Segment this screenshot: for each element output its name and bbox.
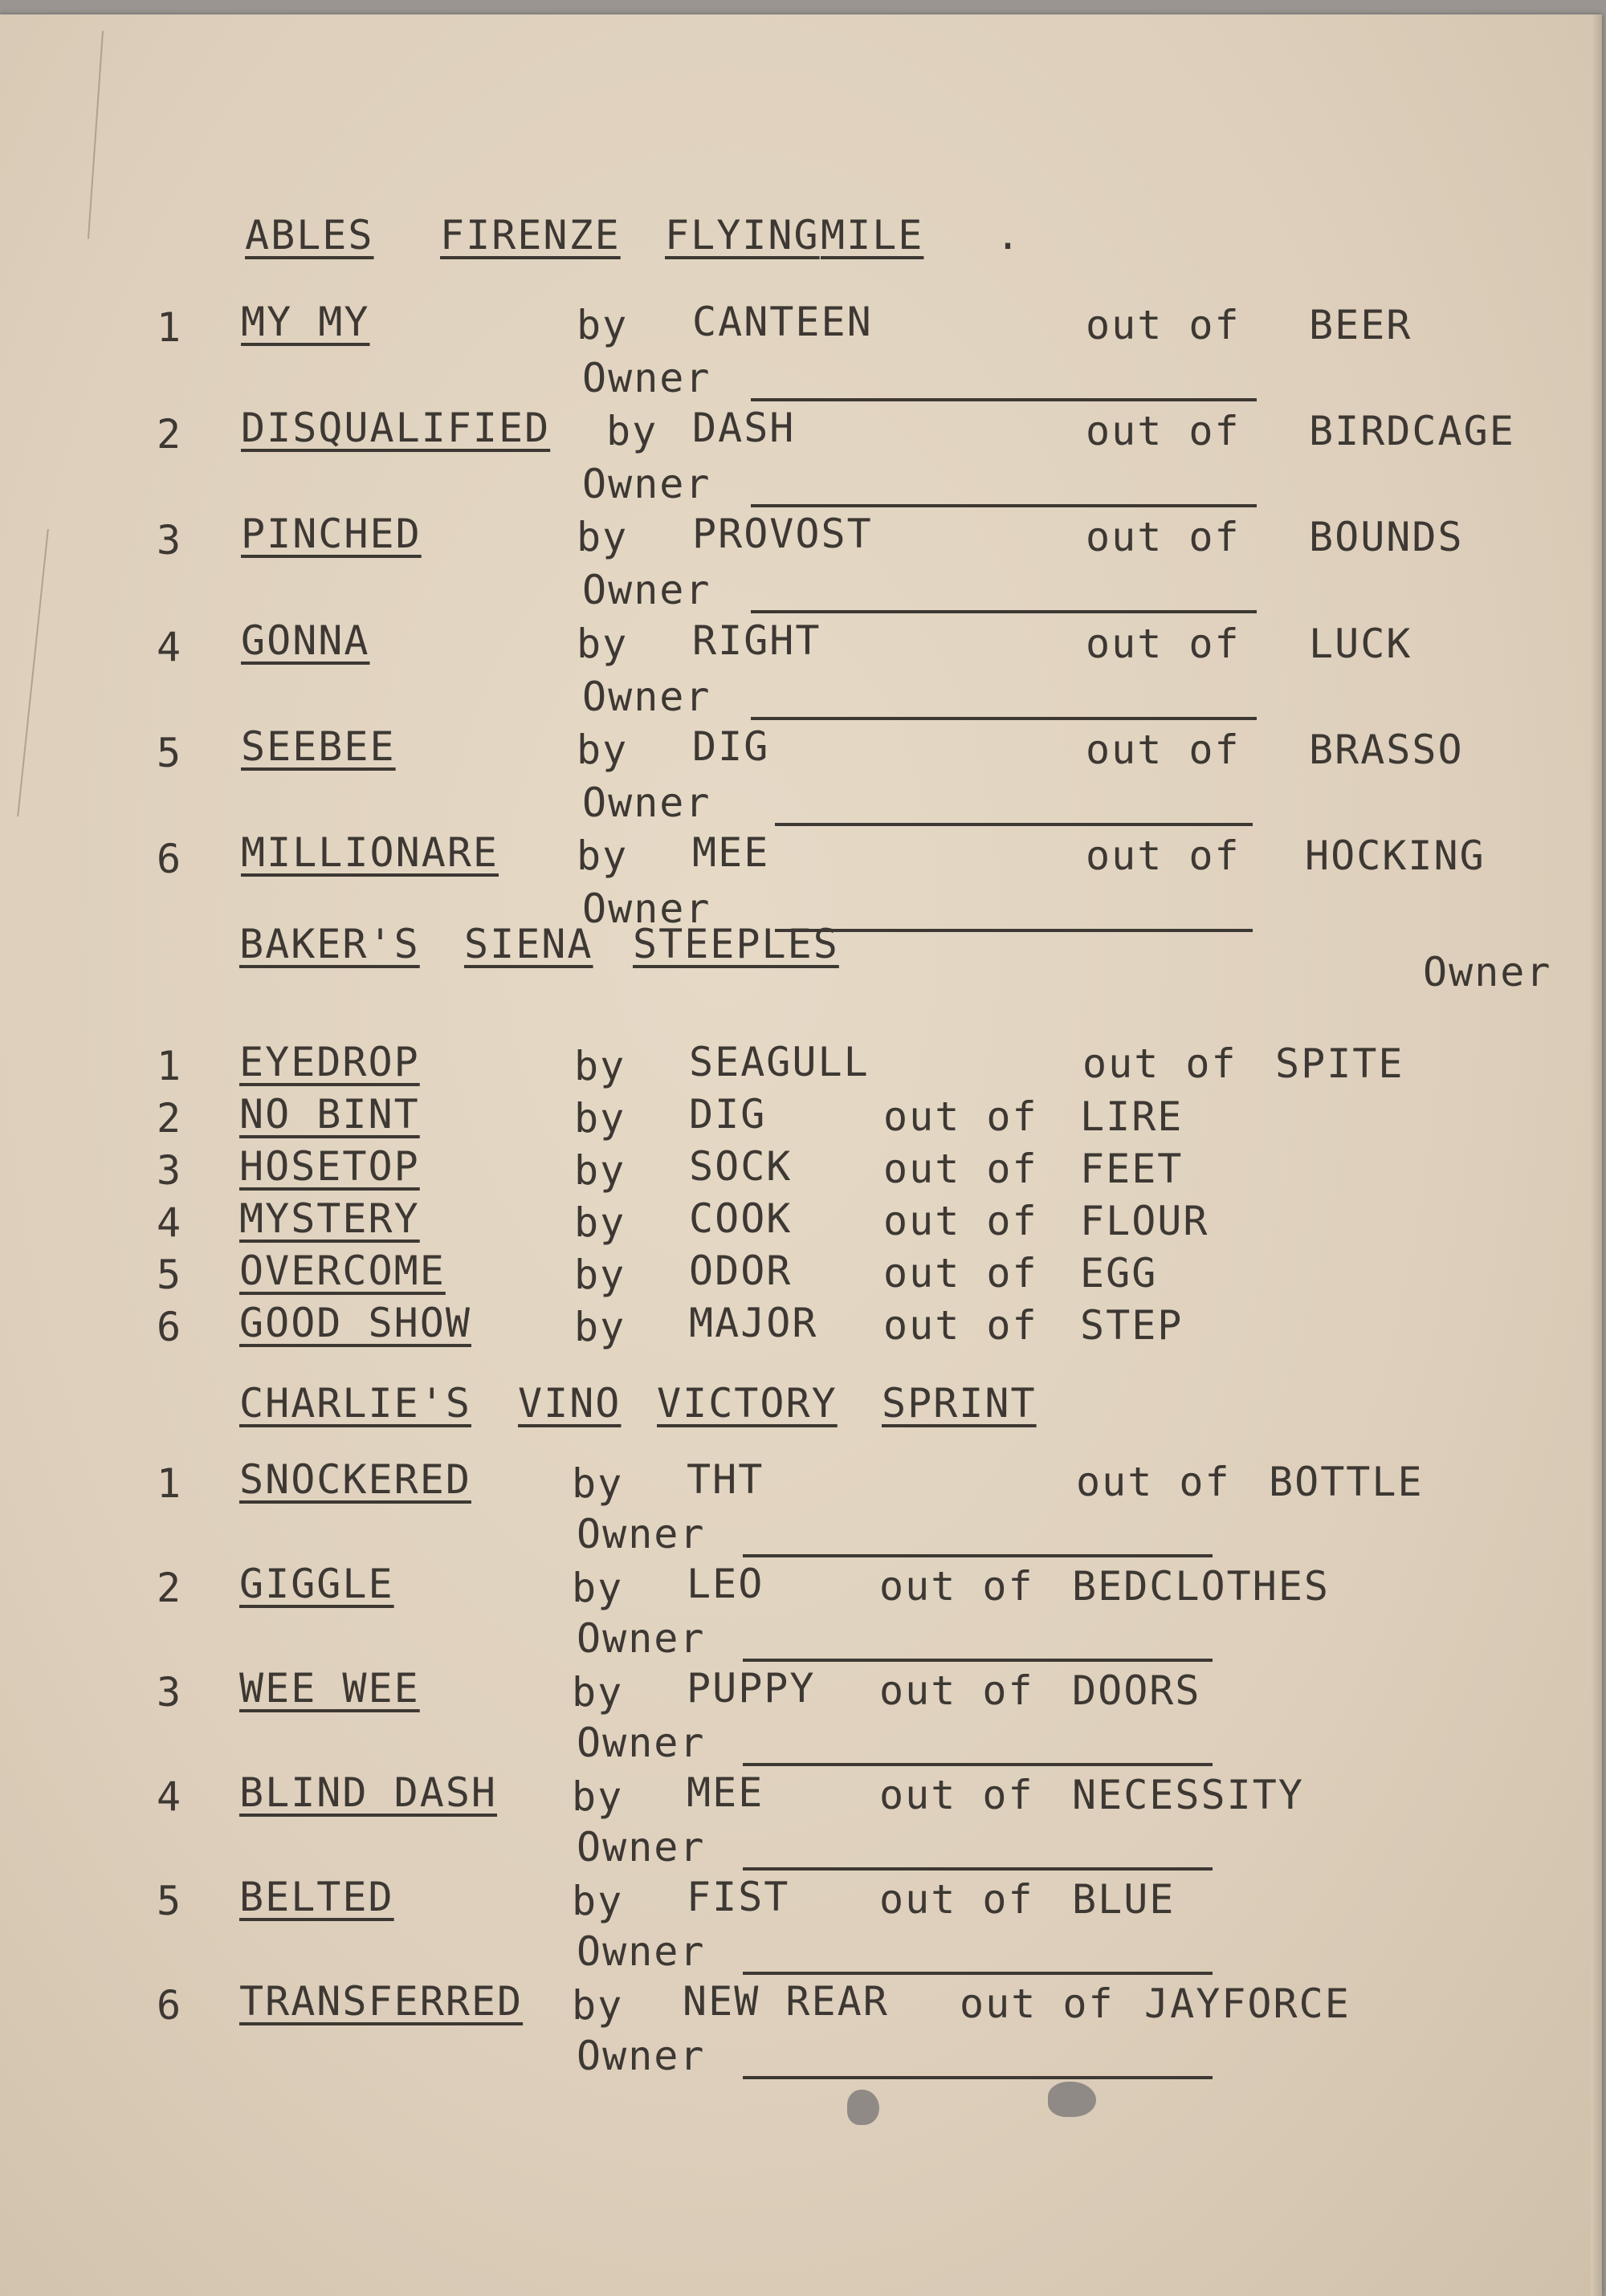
dam-name: BLUE (1072, 1876, 1176, 1923)
entry-number: 4 (157, 1773, 183, 1820)
horse-name: BELTED (239, 1874, 394, 1920)
by-label: by (574, 1304, 626, 1350)
owner-label: Owner (582, 355, 711, 401)
sire-name: DASH (692, 405, 796, 451)
section-title-word: SIENA (464, 921, 593, 967)
section-title-word: STEEPLES (633, 921, 839, 967)
owner-label: Owner (582, 780, 711, 826)
punch-hole (847, 2090, 879, 2125)
sire-name: SEAGULL (689, 1039, 870, 1085)
by-label: by (574, 1095, 626, 1142)
owner-blank-line (743, 1554, 1213, 1557)
entry-number: 4 (157, 624, 183, 670)
out-of-label: out of (1076, 1459, 1231, 1505)
out-of-label: out of (1086, 621, 1241, 667)
dam-name: HOCKING (1305, 833, 1486, 879)
sire-name: MAJOR (689, 1300, 818, 1346)
owner-blank-line (743, 2076, 1213, 2079)
section-title-word: MILE (821, 212, 924, 259)
sire-name: CANTEEN (692, 299, 873, 345)
sire-name: SOCK (689, 1143, 793, 1190)
sire-name: PROVOST (692, 511, 873, 557)
dam-name: STEP (1080, 1302, 1184, 1349)
by-label: by (574, 1199, 626, 1246)
out-of-label: out of (883, 1198, 1038, 1244)
horse-name: GOOD SHOW (239, 1300, 471, 1346)
out-of-label: out of (879, 1563, 1034, 1610)
horse-name: SEEBEE (241, 723, 396, 770)
owner-label: Owner (582, 674, 711, 720)
sire-name: COOK (689, 1195, 793, 1242)
sire-name: DIG (692, 723, 770, 770)
dam-name: FEET (1080, 1146, 1184, 1192)
dam-name: LUCK (1309, 621, 1412, 667)
dam-name: BRASSO (1309, 727, 1464, 773)
entry-number: 2 (157, 1565, 183, 1611)
dam-name: NECESSITY (1072, 1772, 1304, 1818)
entry-number: 2 (157, 411, 183, 458)
owner-blank-line (751, 398, 1257, 401)
horse-name: GIGGLE (239, 1561, 394, 1607)
by-label: by (572, 1565, 624, 1611)
out-of-label: out of (879, 1772, 1034, 1818)
by-label: by (577, 833, 629, 879)
horse-name: NO BINT (239, 1091, 420, 1138)
out-of-label: out of (960, 1981, 1115, 2027)
out-of-label: out of (879, 1667, 1034, 1714)
entry-number: 1 (157, 1043, 183, 1089)
owner-label: Owner (577, 1928, 706, 1975)
owner-blank-line (743, 1659, 1213, 1662)
horse-name: BLIND DASH (239, 1769, 498, 1816)
by-label: by (574, 1147, 626, 1194)
section-title-word: BAKER'S (239, 921, 420, 967)
by-label: by (574, 1043, 626, 1089)
by-label: by (577, 514, 629, 560)
sire-name: MEE (687, 1769, 764, 1816)
section-title-word: FLYING (665, 212, 820, 259)
owner-label: Owner (577, 2033, 706, 2079)
sire-name: ODOR (689, 1248, 793, 1294)
sire-name: DIG (689, 1091, 767, 1138)
owner-blank-line (775, 823, 1253, 826)
out-of-label: out of (883, 1250, 1038, 1297)
sire-name: PUPPY (687, 1665, 816, 1712)
dam-name: LIRE (1080, 1093, 1184, 1140)
horse-name: TRANSFERRED (239, 1978, 524, 2025)
dam-name: BEDCLOTHES (1072, 1563, 1331, 1610)
entry-number: 1 (157, 304, 183, 351)
owner-blank-line (751, 504, 1257, 507)
sire-name: MEE (692, 829, 770, 876)
horse-name: PINCHED (241, 511, 422, 557)
out-of-label: out of (1086, 302, 1241, 348)
entry-number: 3 (157, 1147, 183, 1194)
horse-name: WEE WEE (239, 1665, 420, 1712)
dam-name: JAYFORCE (1144, 1981, 1351, 2027)
page-edge (1591, 14, 1602, 2296)
owner-label: Owner (577, 1720, 706, 1766)
entry-number: 5 (157, 730, 183, 776)
entry-number: 5 (157, 1878, 183, 1924)
dam-name: BOTTLE (1269, 1459, 1424, 1505)
entry-number: 4 (157, 1199, 183, 1246)
punch-hole (1048, 2082, 1096, 2117)
out-of-label: out of (883, 1146, 1038, 1192)
entry-number: 2 (157, 1095, 183, 1142)
horse-name: EYEDROP (239, 1039, 420, 1085)
by-label: by (577, 302, 629, 348)
owner-label: Owner (577, 1824, 706, 1871)
horse-name: HOSETOP (239, 1143, 420, 1190)
out-of-label: out of (1086, 514, 1241, 560)
out-of-label: out of (1086, 408, 1241, 454)
entry-number: 6 (157, 836, 183, 882)
by-label: by (572, 1773, 624, 1820)
entry-number: 6 (157, 1304, 183, 1350)
owner-blank-line (751, 610, 1257, 613)
dam-name: EGG (1080, 1250, 1158, 1297)
horse-name: OVERCOME (239, 1248, 446, 1294)
by-label: by (572, 1982, 624, 2029)
sire-name: NEW REAR (683, 1978, 889, 2025)
by-label: by (574, 1252, 626, 1298)
owner-label: Owner (582, 461, 711, 507)
out-of-label: out of (883, 1302, 1038, 1349)
horse-name: MY MY (241, 299, 370, 345)
entry-number: 1 (157, 1460, 183, 1507)
by-label: by (577, 621, 629, 667)
entry-number: 3 (157, 1669, 183, 1716)
out-of-label: out of (879, 1876, 1034, 1923)
entry-number: 6 (157, 1982, 183, 2029)
sire-name: RIGHT (692, 617, 821, 664)
section-title-word: ABLES (245, 212, 374, 259)
out-of-label: out of (1086, 727, 1241, 773)
title-period: . (996, 212, 1022, 259)
owner-label: Owner (582, 885, 711, 932)
horse-name: DISQUALIFIED (241, 405, 551, 451)
owner-column-header: Owner (1423, 949, 1552, 995)
horse-name: SNOCKERED (239, 1456, 471, 1503)
section-title-word: CHARLIE'S (239, 1380, 471, 1427)
sire-name: THT (687, 1456, 764, 1503)
dam-name: SPITE (1275, 1040, 1404, 1087)
by-label: by (572, 1669, 624, 1716)
section-title-word: VINO (518, 1380, 622, 1427)
out-of-label: out of (1086, 833, 1241, 879)
section-title-word: FIRENZE (440, 212, 621, 259)
dam-name: BEER (1309, 302, 1412, 348)
out-of-label: out of (883, 1093, 1038, 1140)
sire-name: FIST (687, 1874, 790, 1920)
owner-blank-line (775, 929, 1253, 932)
owner-label: Owner (577, 1615, 706, 1662)
dam-name: BOUNDS (1309, 514, 1464, 560)
entry-number: 3 (157, 517, 183, 564)
by-label: by (572, 1460, 624, 1507)
dam-name: BIRDCAGE (1309, 408, 1515, 454)
horse-name: MYSTERY (239, 1195, 420, 1242)
entry-number: 5 (157, 1252, 183, 1298)
out-of-label: out of (1082, 1040, 1237, 1087)
owner-blank-line (743, 1763, 1213, 1766)
section-title-word: SPRINT (882, 1380, 1037, 1427)
by-label: by (577, 727, 629, 773)
owner-blank-line (743, 1972, 1213, 1975)
dam-name: FLOUR (1080, 1198, 1209, 1244)
sire-name: LEO (687, 1561, 764, 1607)
by-label: by (606, 408, 658, 454)
typed-race-card (0, 14, 1602, 2296)
owner-label: Owner (577, 1511, 706, 1557)
horse-name: MILLIONARE (241, 829, 499, 876)
by-label: by (572, 1878, 624, 1924)
horse-name: GONNA (241, 617, 370, 664)
owner-blank-line (743, 1867, 1213, 1871)
dam-name: DOORS (1072, 1667, 1201, 1714)
owner-label: Owner (582, 567, 711, 613)
paper-crease (17, 529, 49, 816)
section-title-word: VICTORY (657, 1380, 838, 1427)
paper-crease (88, 31, 104, 239)
owner-blank-line (751, 717, 1257, 720)
